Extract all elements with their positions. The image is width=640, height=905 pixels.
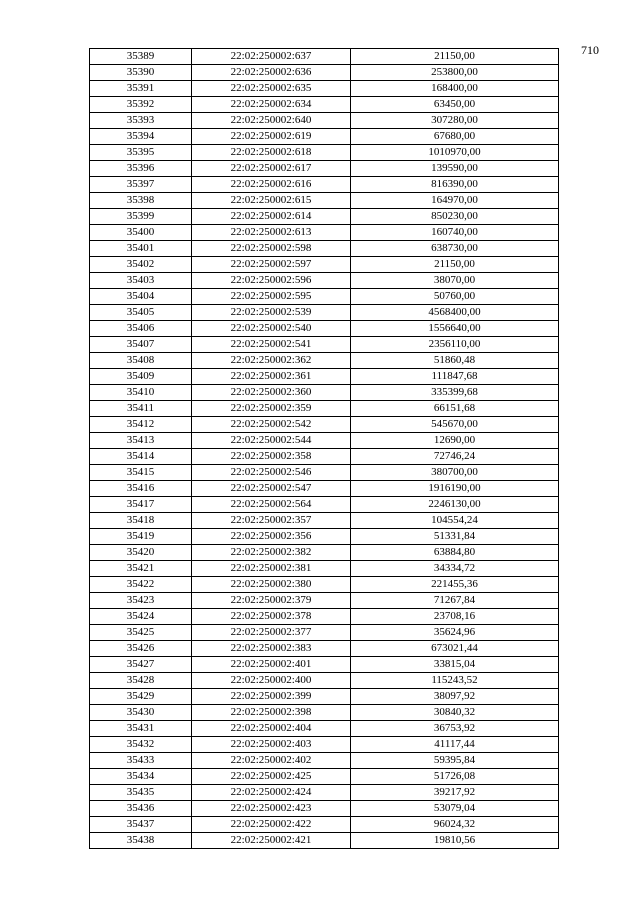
table-row [90, 65, 559, 81]
cadastral-value-cell: 23708,16 [351, 609, 559, 625]
cadastral-value-cell: 67680,00 [351, 129, 559, 145]
row-number-cell: 35416 [90, 481, 192, 497]
row-number-cell: 35430 [90, 705, 192, 721]
cadastral-number-cell: 22:02:250002:541 [192, 337, 351, 353]
cadastral-number-cell: 22:02:250002:542 [192, 417, 351, 433]
row-number-cell: 35425 [90, 625, 192, 641]
row-number-cell: 35389 [90, 49, 192, 65]
table-row [90, 97, 559, 113]
cadastral-value-cell: 104554,24 [351, 513, 559, 529]
table-body [90, 49, 559, 849]
cadastral-number-cell: 22:02:250002:613 [192, 225, 351, 241]
row-number-cell: 35431 [90, 721, 192, 737]
table-row [90, 305, 559, 321]
table-row [90, 625, 559, 641]
cadastral-value-cell: 63884,80 [351, 545, 559, 561]
cadastral-number-cell: 22:02:250002:378 [192, 609, 351, 625]
cadastral-value-cell: 12690,00 [351, 433, 559, 449]
cadastral-value-cell: 21150,00 [351, 257, 559, 273]
cadastral-number-cell: 22:02:250002:400 [192, 673, 351, 689]
cadastral-number-cell: 22:02:250002:636 [192, 65, 351, 81]
cadastral-number-cell: 22:02:250002:404 [192, 721, 351, 737]
cadastral-number-cell: 22:02:250002:362 [192, 353, 351, 369]
row-number-cell: 35433 [90, 753, 192, 769]
table-row [90, 769, 559, 785]
cadastral-number-cell: 22:02:250002:399 [192, 689, 351, 705]
table-row [90, 721, 559, 737]
row-number-cell: 35434 [90, 769, 192, 785]
cadastral-value-cell: 51726,08 [351, 769, 559, 785]
cadastral-value-cell: 38097,92 [351, 689, 559, 705]
row-number-cell: 35394 [90, 129, 192, 145]
row-number-cell: 35411 [90, 401, 192, 417]
cadastral-value-cell: 850230,00 [351, 209, 559, 225]
cadastral-number-cell: 22:02:250002:544 [192, 433, 351, 449]
cadastral-number-cell: 22:02:250002:381 [192, 561, 351, 577]
table-row [90, 129, 559, 145]
cadastral-value-cell: 41117,44 [351, 737, 559, 753]
table-row [90, 481, 559, 497]
row-number-cell: 35423 [90, 593, 192, 609]
row-number-cell: 35404 [90, 289, 192, 305]
cadastral-value-cell: 139590,00 [351, 161, 559, 177]
row-number-cell: 35417 [90, 497, 192, 513]
row-number-cell: 35395 [90, 145, 192, 161]
cadastral-number-cell: 22:02:250002:595 [192, 289, 351, 305]
table-row [90, 81, 559, 97]
cadastral-number-cell: 22:02:250002:637 [192, 49, 351, 65]
table-row [90, 177, 559, 193]
cadastral-number-cell: 22:02:250002:425 [192, 769, 351, 785]
table-row [90, 225, 559, 241]
table-row [90, 817, 559, 833]
row-number-cell: 35412 [90, 417, 192, 433]
cadastral-number-cell: 22:02:250002:359 [192, 401, 351, 417]
cadastral-value-cell: 19810,56 [351, 833, 559, 849]
table-row [90, 641, 559, 657]
cadastral-value-cell: 380700,00 [351, 465, 559, 481]
cadastral-number-cell: 22:02:250002:615 [192, 193, 351, 209]
row-number-cell: 35420 [90, 545, 192, 561]
row-number-cell: 35422 [90, 577, 192, 593]
cadastral-value-cell: 673021,44 [351, 641, 559, 657]
row-number-cell: 35415 [90, 465, 192, 481]
cadastral-value-cell: 36753,92 [351, 721, 559, 737]
cadastral-value-cell: 50760,00 [351, 289, 559, 305]
cadastral-number-cell: 22:02:250002:358 [192, 449, 351, 465]
cadastral-number-cell: 22:02:250002:383 [192, 641, 351, 657]
table-row [90, 449, 559, 465]
cadastral-number-cell: 22:02:250002:564 [192, 497, 351, 513]
cadastral-number-cell: 22:02:250002:546 [192, 465, 351, 481]
cadastral-number-cell: 22:02:250002:634 [192, 97, 351, 113]
cadastral-value-cell: 111847,68 [351, 369, 559, 385]
cadastral-value-cell: 221455,36 [351, 577, 559, 593]
cadastral-number-cell: 22:02:250002:356 [192, 529, 351, 545]
row-number-cell: 35424 [90, 609, 192, 625]
cadastral-number-cell: 22:02:250002:398 [192, 705, 351, 721]
table-row [90, 337, 559, 353]
table-row [90, 609, 559, 625]
row-number-cell: 35392 [90, 97, 192, 113]
table-row [90, 561, 559, 577]
row-number-cell: 35402 [90, 257, 192, 273]
cadastral-value-cell: 638730,00 [351, 241, 559, 257]
row-number-cell: 35419 [90, 529, 192, 545]
cadastral-number-cell: 22:02:250002:379 [192, 593, 351, 609]
row-number-cell: 35413 [90, 433, 192, 449]
cadastral-number-cell: 22:02:250002:614 [192, 209, 351, 225]
cadastral-value-cell: 4568400,00 [351, 305, 559, 321]
row-number-cell: 35393 [90, 113, 192, 129]
row-number-cell: 35410 [90, 385, 192, 401]
cadastral-value-table [89, 48, 559, 849]
cadastral-number-cell: 22:02:250002:401 [192, 657, 351, 673]
cadastral-value-cell: 307280,00 [351, 113, 559, 129]
page-number: 710 [581, 43, 599, 57]
cadastral-number-cell: 22:02:250002:403 [192, 737, 351, 753]
table-row [90, 465, 559, 481]
table-row [90, 273, 559, 289]
table-row [90, 49, 559, 65]
row-number-cell: 35418 [90, 513, 192, 529]
table-row [90, 433, 559, 449]
cadastral-number-cell: 22:02:250002:422 [192, 817, 351, 833]
cadastral-value-cell: 63450,00 [351, 97, 559, 113]
row-number-cell: 35400 [90, 225, 192, 241]
row-number-cell: 35405 [90, 305, 192, 321]
row-number-cell: 35426 [90, 641, 192, 657]
table-row [90, 785, 559, 801]
cadastral-number-cell: 22:02:250002:617 [192, 161, 351, 177]
cadastral-number-cell: 22:02:250002:357 [192, 513, 351, 529]
cadastral-value-cell: 35624,96 [351, 625, 559, 641]
table-row [90, 673, 559, 689]
cadastral-value-cell: 51860,48 [351, 353, 559, 369]
table-row [90, 257, 559, 273]
cadastral-number-cell: 22:02:250002:377 [192, 625, 351, 641]
table-row [90, 401, 559, 417]
row-number-cell: 35432 [90, 737, 192, 753]
cadastral-value-cell: 71267,84 [351, 593, 559, 609]
table-row [90, 161, 559, 177]
cadastral-value-cell: 253800,00 [351, 65, 559, 81]
row-number-cell: 35390 [90, 65, 192, 81]
cadastral-number-cell: 22:02:250002:421 [192, 833, 351, 849]
cadastral-value-cell: 1916190,00 [351, 481, 559, 497]
table-row [90, 353, 559, 369]
cadastral-value-cell: 59395,84 [351, 753, 559, 769]
row-number-cell: 35414 [90, 449, 192, 465]
row-number-cell: 35391 [90, 81, 192, 97]
table-row [90, 513, 559, 529]
row-number-cell: 35401 [90, 241, 192, 257]
table-row [90, 737, 559, 753]
table-row [90, 753, 559, 769]
cadastral-value-cell: 1010970,00 [351, 145, 559, 161]
cadastral-value-cell: 1556640,00 [351, 321, 559, 337]
cadastral-value-cell: 168400,00 [351, 81, 559, 97]
cadastral-number-cell: 22:02:250002:635 [192, 81, 351, 97]
table-row [90, 241, 559, 257]
row-number-cell: 35397 [90, 177, 192, 193]
cadastral-number-cell: 22:02:250002:380 [192, 577, 351, 593]
row-number-cell: 35436 [90, 801, 192, 817]
table-row [90, 529, 559, 545]
cadastral-number-cell: 22:02:250002:540 [192, 321, 351, 337]
cadastral-number-cell: 22:02:250002:424 [192, 785, 351, 801]
cadastral-value-cell: 30840,32 [351, 705, 559, 721]
cadastral-number-cell: 22:02:250002:361 [192, 369, 351, 385]
table-row [90, 497, 559, 513]
row-number-cell: 35407 [90, 337, 192, 353]
cadastral-value-cell: 33815,04 [351, 657, 559, 673]
table-row [90, 113, 559, 129]
row-number-cell: 35428 [90, 673, 192, 689]
row-number-cell: 35438 [90, 833, 192, 849]
table-row [90, 417, 559, 433]
cadastral-number-cell: 22:02:250002:360 [192, 385, 351, 401]
cadastral-value-cell: 53079,04 [351, 801, 559, 817]
cadastral-value-cell: 38070,00 [351, 273, 559, 289]
cadastral-number-cell: 22:02:250002:547 [192, 481, 351, 497]
table-row [90, 193, 559, 209]
cadastral-value-cell: 34334,72 [351, 561, 559, 577]
table-row [90, 577, 559, 593]
table-row [90, 145, 559, 161]
cadastral-number-cell: 22:02:250002:618 [192, 145, 351, 161]
row-number-cell: 35399 [90, 209, 192, 225]
row-number-cell: 35398 [90, 193, 192, 209]
table-row [90, 545, 559, 561]
row-number-cell: 35406 [90, 321, 192, 337]
cadastral-value-cell: 21150,00 [351, 49, 559, 65]
row-number-cell: 35396 [90, 161, 192, 177]
row-number-cell: 35429 [90, 689, 192, 705]
cadastral-number-cell: 22:02:250002:539 [192, 305, 351, 321]
cadastral-number-cell: 22:02:250002:402 [192, 753, 351, 769]
table-row [90, 705, 559, 721]
table-row [90, 321, 559, 337]
cadastral-value-cell: 816390,00 [351, 177, 559, 193]
row-number-cell: 35409 [90, 369, 192, 385]
table-row [90, 689, 559, 705]
row-number-cell: 35421 [90, 561, 192, 577]
table-row [90, 657, 559, 673]
cadastral-number-cell: 22:02:250002:616 [192, 177, 351, 193]
row-number-cell: 35403 [90, 273, 192, 289]
row-number-cell: 35437 [90, 817, 192, 833]
table-row [90, 833, 559, 849]
table-row [90, 289, 559, 305]
row-number-cell: 35408 [90, 353, 192, 369]
cadastral-number-cell: 22:02:250002:640 [192, 113, 351, 129]
cadastral-value-cell: 72746,24 [351, 449, 559, 465]
cadastral-number-cell: 22:02:250002:597 [192, 257, 351, 273]
cadastral-value-cell: 545670,00 [351, 417, 559, 433]
cadastral-number-cell: 22:02:250002:382 [192, 545, 351, 561]
cadastral-value-cell: 2356110,00 [351, 337, 559, 353]
table-row [90, 385, 559, 401]
cadastral-value-cell: 51331,84 [351, 529, 559, 545]
table-row [90, 593, 559, 609]
cadastral-value-cell: 66151,68 [351, 401, 559, 417]
cadastral-value-cell: 164970,00 [351, 193, 559, 209]
cadastral-value-cell: 2246130,00 [351, 497, 559, 513]
cadastral-number-cell: 22:02:250002:619 [192, 129, 351, 145]
cadastral-number-cell: 22:02:250002:423 [192, 801, 351, 817]
cadastral-value-cell: 115243,52 [351, 673, 559, 689]
cadastral-value-cell: 160740,00 [351, 225, 559, 241]
cadastral-number-cell: 22:02:250002:598 [192, 241, 351, 257]
cadastral-number-cell: 22:02:250002:596 [192, 273, 351, 289]
table-row [90, 369, 559, 385]
cadastral-value-cell: 96024,32 [351, 817, 559, 833]
table-row [90, 209, 559, 225]
table-row [90, 801, 559, 817]
cadastral-value-cell: 335399,68 [351, 385, 559, 401]
cadastral-value-cell: 39217,92 [351, 785, 559, 801]
row-number-cell: 35427 [90, 657, 192, 673]
row-number-cell: 35435 [90, 785, 192, 801]
